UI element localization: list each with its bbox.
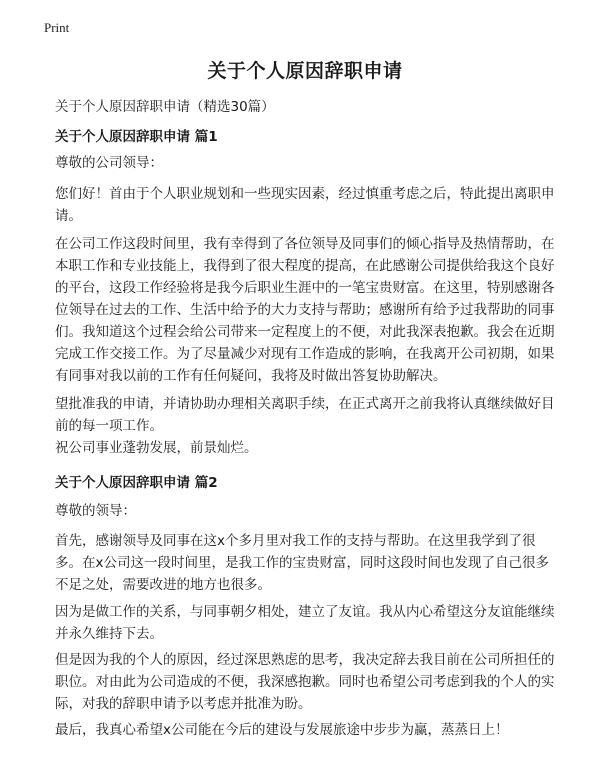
print-link[interactable]: Print bbox=[44, 20, 70, 35]
paragraph: 尊敬的领导： bbox=[55, 503, 136, 519]
paragraph: 首先，感谢领导及同事在这x个多月里对我工作的支持与帮助。在这里我学到了很多。在x公司这一段时间里，是我工作的宝贵财富，同时这段时间也发现了自己很多不足之处，需要改进的地方也很多。 bbox=[55, 533, 549, 593]
document-subtitle: 关于个人原因辞职申请（精选30篇） bbox=[55, 99, 275, 115]
paragraph: 望批准我的申请，并请协助办理相关离职手续，在正式离开之前我将认真继续做好目前的每一项工作。 bbox=[55, 396, 555, 434]
document-title: 关于个人原因辞职申请 bbox=[207, 60, 403, 82]
paragraph: 但是因为我的个人的原因，经过深思熟虑的思考，我决定辞去我目前在公司所担任的职位。对由此为公司造成的不便，我深感抱歉。同时也希望公司考虑到我的个人的实际，对我的辞职申请予以考虑并批准为盼。 bbox=[55, 652, 555, 712]
paragraph: 最后，我真心希望x公司能在今后的建设与发展旅途中步步为赢，蒸蒸日上！ bbox=[55, 722, 509, 738]
paragraph: 在公司工作这段时间里，我有幸得到了各位领导及同事们的倾心指导及热情帮助，在本职工作和专业技能上，我得到了很大程度的提高，在此感谢公司提供给我这个良好的平台，这段工作经验将是我今后职业生涯中的一笔宝贵财富。在这里，特别感谢各位领导在过去的工作、生活中给予的大力支持与帮助；感谢所有给予过我帮助的同事们。我知道这个过程会给公司带来一定程度上的不便，对此我深表抱歉。我会在近期完成工作交接工作。为了尽量减少对现有工作造成的影响，在我离开公司初期，如果有同事对我以前的工作有任何疑问，我将及时做出答复协助解决。 bbox=[55, 236, 555, 384]
paragraph: 尊敬的公司领导： bbox=[55, 155, 163, 171]
section-heading-2: 关于个人原因辞职申请 篇2 bbox=[55, 475, 218, 491]
section-heading-1: 关于个人原因辞职申请 篇1 bbox=[55, 129, 218, 145]
paragraph: 因为是做工作的关系，与同事朝夕相处，建立了友谊。我从内心希望这分友谊能继续并永久维持下去。 bbox=[55, 604, 555, 642]
paragraph: 您们好！首由于个人职业规划和一些现实因素，经过慎重考虑之后，特此提出离职申请。 bbox=[55, 186, 555, 224]
paragraph: 祝公司事业蓬勃发展，前景灿烂。 bbox=[55, 440, 258, 456]
